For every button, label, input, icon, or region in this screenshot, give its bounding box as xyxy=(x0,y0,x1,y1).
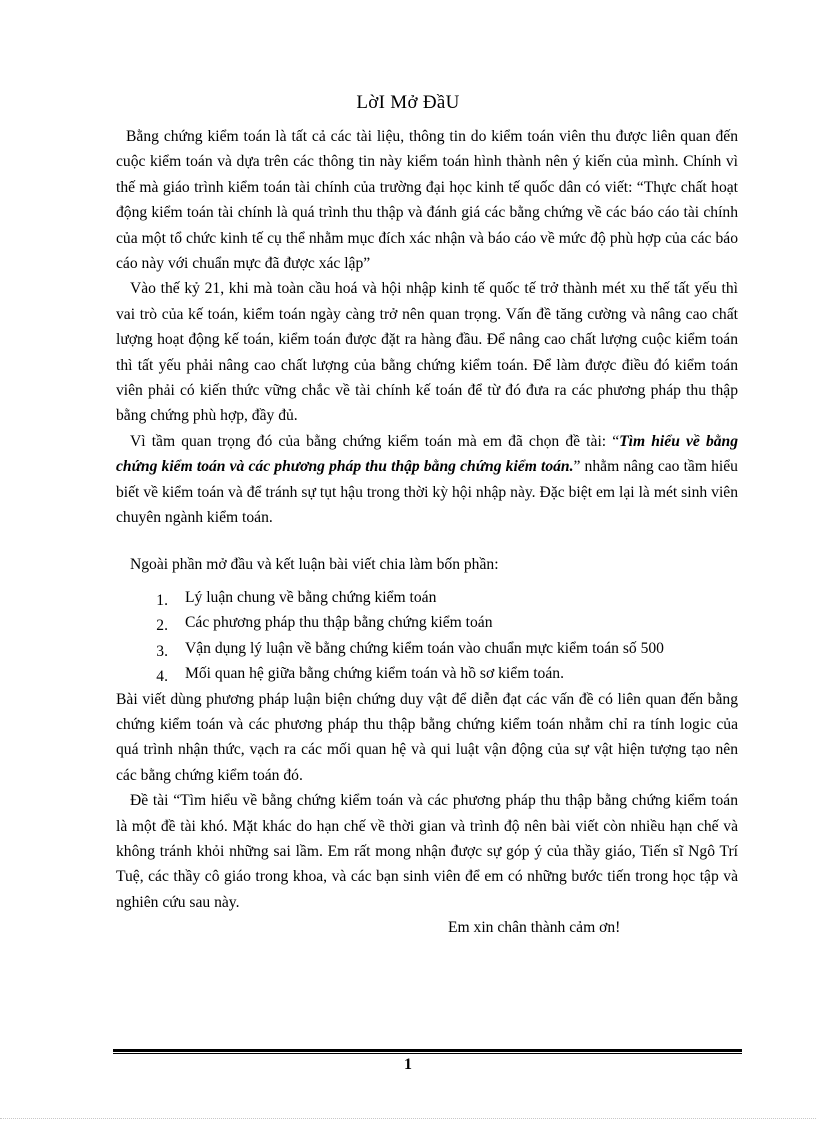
list-item-number: 4. xyxy=(156,668,168,686)
paragraph-method: Bài viết dùng phương pháp luận biện chứng duy vật để diễn đạt các vấn đề có liên quan đến bằng chứng kiểm toán và các phương pháp thu thập bằng chứng kiểm toán nhằm chỉ ra tính logic của quá trình nhận thức, vạch ra các mối quan hệ và qui luật vận động của sự vật hiện tượng tạo nên các bằng chứng kiểm toán đó. xyxy=(116,690,738,784)
list-item-text: Vận dụng lý luận về bằng chứng kiểm toán vào chuẩn mực kiểm toán số 500 xyxy=(185,639,664,657)
paragraph-structure: Ngoài phần mở đầu và kết luận bài viết chia làm bốn phần: xyxy=(130,555,499,573)
paragraph-context: Vào thế kỷ 21, khi mà toàn cầu hoá và hội nhập kinh tế quốc tế trở thành mét xu thế tất yếu thì vai trò của kế toán, kiểm toán ngày càng trở nên quan trọng. Vấn đề tăng cường và nâng cao chất lượng hoạt động kế toán, kiểm toán được đặt ra hàng đầu. Để nâng cao chất lượng cuộc kiểm toán thì tất yếu phải nâng cao chất lượng của bằng chứng kiểm toán. Để làm được điều đó kiểm toán viên phải có kiến thức vững chắc về tài chính kế toán để từ đó đưa ra các phương pháp thu thập bằng chứng phù hợp, đầy đủ. xyxy=(116,280,738,425)
list-item-number: 1. xyxy=(156,591,168,609)
list-item xyxy=(116,610,738,635)
section-list xyxy=(116,585,738,687)
paragraph-acknowledgement: Đề tài “Tìm hiểu về bằng chứng kiểm toán và các phương pháp thu thập bằng chứng kiểm toán là một đề tài khó. Mặt khác do hạn chế về thời gian và trình độ nên bài viết còn nhiều hạn chế và không tránh khỏi những sai lầm. Em rất mong nhận được sự góp ý của thầy giáo, Tiến sĩ Ngô Trí Tuệ, các thầy cô giáo trong khoa, và các bạn sinh viên để em có những bước tiến trong học tập và nghiên cứu sau này. xyxy=(116,792,738,911)
paragraph-topic xyxy=(116,429,738,531)
paragraph-intro: Bằng chứng kiểm toán là tất cả các tài liệu, thông tin do kiểm toán viên thu được liên quan đến cuộc kiểm toán và dựa trên các thông tin này kiểm toán hình thành nên ý kiến của mình. Chính vì thế mà giáo trình kiểm toán tài chính của trường đại học kinh tế quốc dân có viết: “Thực chất hoạt động kiểm toán tài chính là quá trình thu thập và đánh giá các bằng chứng về các báo cáo tài chính của một tổ chức kinh tế cụ thể nhằm mục đích xác nhận và báo cáo về mức độ phù hợp của các báo cáo này với chuẩn mực đã được xác lập” xyxy=(116,128,738,273)
page-boundary-line xyxy=(0,1118,816,1119)
list-item xyxy=(116,585,738,610)
closing-thanks: Em xin chân thành cảm ơn! xyxy=(448,919,621,937)
list-item-text: Mối quan hệ giữa bằng chứng kiểm toán và hồ sơ kiểm toán. xyxy=(185,665,564,683)
list-item-number: 3. xyxy=(156,642,168,660)
topic-title: Tìm hiểu về bằng chứng kiểm toán và các phương pháp thu thập bằng chứng kiểm toán. xyxy=(116,432,739,476)
document-body xyxy=(116,124,738,941)
list-item xyxy=(116,636,738,661)
page-number: 1 xyxy=(404,1056,412,1073)
paragraph-spacer xyxy=(116,531,738,552)
footer-rule-thin xyxy=(113,1053,742,1054)
list-item-text: Các phương pháp thu thập bằng chứng kiểm toán xyxy=(185,614,493,632)
footer-rule-thick xyxy=(113,1049,742,1052)
list-item-text: Lý luận chung về bằng chứng kiểm toán xyxy=(185,588,437,606)
list-item xyxy=(116,661,738,686)
page-title: LờI Mở ĐầU xyxy=(356,92,460,113)
list-item-number: 2. xyxy=(156,617,168,635)
topic-lead-text: Vì tầm quan trọng đó của bằng chứng kiểm toán mà em đã chọn đề tài: “ xyxy=(130,432,620,450)
topic-trail-text: ” nhằm nâng cao tầm hiểu biết về kiểm toán và để tránh sự tụt hậu trong thời kỳ hội nhập này. Đặc biệt em lại là mét sinh viên chuyên ngành kiểm toán. xyxy=(116,458,738,527)
